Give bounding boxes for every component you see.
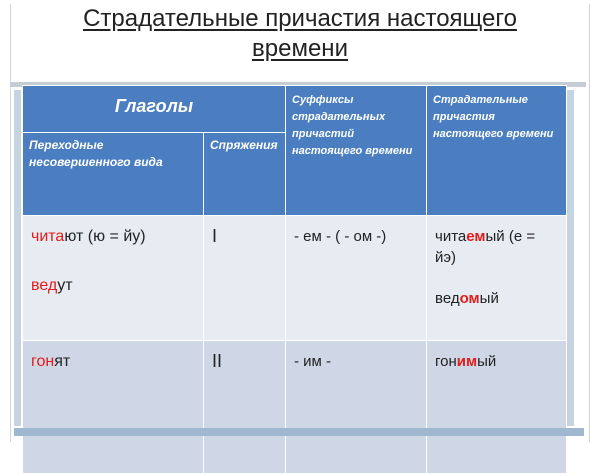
participle-stem: вед [435,290,460,307]
bottom-bar [14,428,584,436]
participle-suffix: ем [466,228,486,245]
verb-stem: вед [31,277,58,294]
table-row [23,216,567,341]
conjugation-cell: I [204,216,286,341]
verb-ending: ют (ю = йу) [64,228,146,245]
verb-cell [23,341,204,474]
header-participles: Страдательные причастия настоящего времени [427,86,567,216]
table-row [23,341,567,474]
left-strip [14,90,21,426]
title-line-1: Страдательные причастия настоящего [83,5,517,32]
verb-ending: ят [54,353,71,370]
participle-cell [427,216,567,341]
right-strip [567,90,574,426]
suffix-cell: - ем - ( - ом -) [286,216,427,341]
conjugation-cell: II [204,341,286,474]
header-conjugation: Спряжения [204,133,286,216]
participle-suffix: ом [459,290,480,307]
participle-stem: чита [435,228,467,245]
participle-ending: ый [477,353,497,370]
page-title [40,4,560,64]
participle-stem: гон [435,353,457,370]
header-transitive: Переходные несовершенного вида [23,133,204,216]
verb-cell [23,216,204,341]
verb-stem: гон [31,353,55,370]
suffix-cell: - им - [286,341,427,474]
participle-ending: ый (е = йэ) [435,228,536,266]
title-line-2: времени [252,35,348,62]
participle-ending: ый [479,290,499,307]
participle-cell [427,341,567,474]
grammar-table [22,85,567,474]
verb-ending: ут [57,277,73,294]
header-suffixes: Суффиксы страдательных причастий настоящего времени [286,86,427,216]
header-verbs: Глаголы [23,86,286,133]
verb-stem: чита [31,228,65,245]
participle-suffix: им [456,353,478,370]
